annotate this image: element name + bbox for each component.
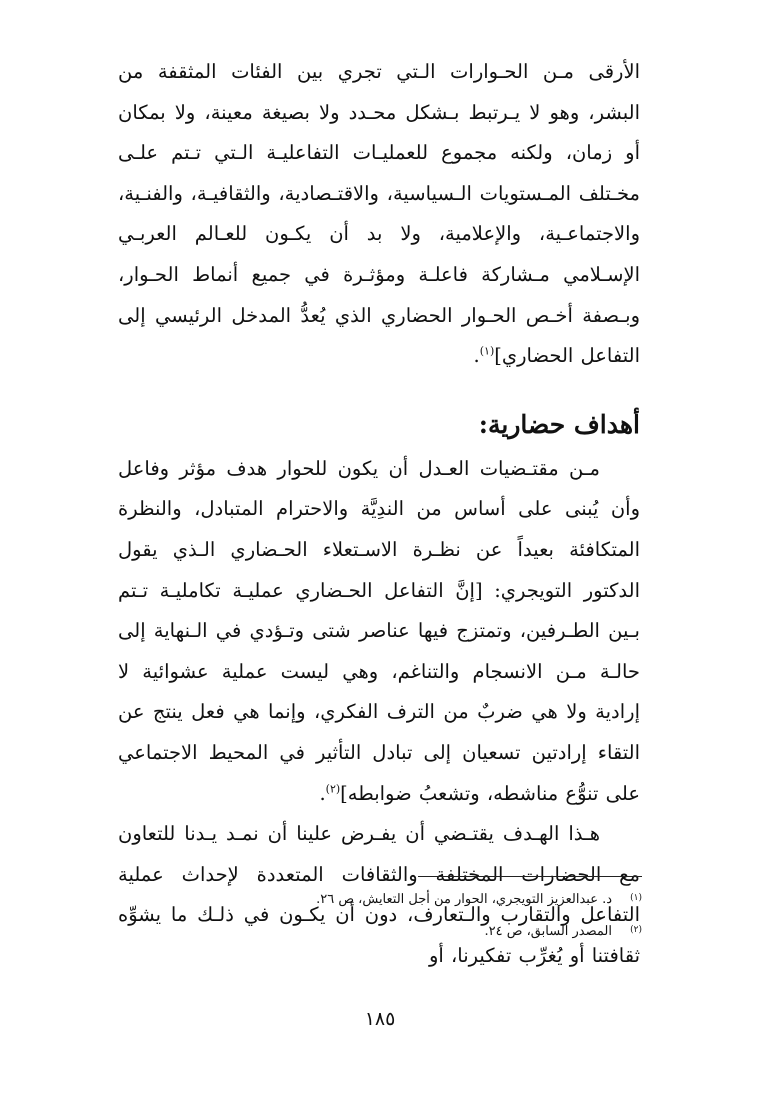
footnote-item — [202, 890, 642, 910]
page-body — [118, 52, 640, 976]
footnote-marker: (١) — [630, 893, 642, 903]
footnote-item — [202, 922, 642, 942]
paragraph-goals-text: مـن مقتـضيات العـدل أن يكون للحوار هدف مؤثر وفاعل وأن يُبنى على أساس من الندِيَّة والاحترام المتبادل، والنظرة المتكافئة بعيداً عن نظـرة الاسـتعلاء الحـضاري الـذي يقول الدكتور التويجري: [إنَّ التفاعل الحـضاري عمليـة تكامليـة تـتم بـين الطـرفين، وتمتزج فيها عناصر شتى وتـؤدي في الـنهاية إلى حالـة مـن الانسجام والتناغم، وهي ليست عملية عشوائية لا إرادية ولا هي ضربٌ من الترف الفكري، وإنما هي فعل ينتج عن التقاء إرادتين تسعيان إلى تبادل التأثير في المحيط الاجتماعي على تنوُّع مناشطه، وتشعبُ ضوابطه] — [118, 456, 640, 805]
footnote-text: د. عبدالعزيز التويجري، الحوار من أجل التعايش، ص ٢٦. — [316, 892, 612, 907]
footnote-divider — [418, 876, 642, 877]
page-number: ١٨٥ — [364, 1008, 396, 1030]
paragraph-intro-end: . — [473, 344, 480, 368]
paragraph-intro-text: الأرقى مـن الحـوارات الـتي تجري بين الفئات المثقفة من البشر، وهو لا يـرتبط بـشكل محـدد ولا بصيغة معينة، ولا بمكان أو زمان، ولكنه مجموع للعمليـات التفاعليـة الـتي تـتم علـى مخـتلف المـستويات الـسياسية، والاقتـصادية، والثقافيـة، والفنـية، والاجتماعـية، والإعلامية، ولا بد أن يكـون للعـالم العربـي الإسـلامي مـشاركة فاعلـة ومؤثـرة في جميع أنماط الحـوار، وبـصفة أخـص الحـوار الحضاري الذي يُعدُّ المدخل الرئيسي إلى التفاعل الحضاري] — [118, 60, 640, 368]
paragraph-intro — [118, 52, 640, 377]
paragraph-goals-end: . — [319, 781, 326, 805]
footnote-marker: (٢) — [630, 925, 642, 935]
paragraph-goals — [118, 449, 640, 814]
footnote-text: المصدر السابق، ص ٢٤. — [484, 924, 612, 939]
paragraph-cooperation-text: هـذا الهـدف يقتـضي أن يفـرض علينا أن نمـد يـدنا للتعاون مع الحضارات المختلفة والثقافات المتعددة لإحداث عملية التفاعل والتقارب والـتعارف، دون أن يكـون في ذلـك ما يشوِّه ثقافتنا أو يُغرِّب تفكيرنا، أو — [118, 822, 640, 967]
footnote-ref-1: (١) — [479, 344, 495, 358]
section-heading: أهداف حضارية: — [478, 409, 640, 439]
footnotes — [202, 890, 642, 954]
footnote-ref-2: (٢) — [325, 782, 341, 795]
